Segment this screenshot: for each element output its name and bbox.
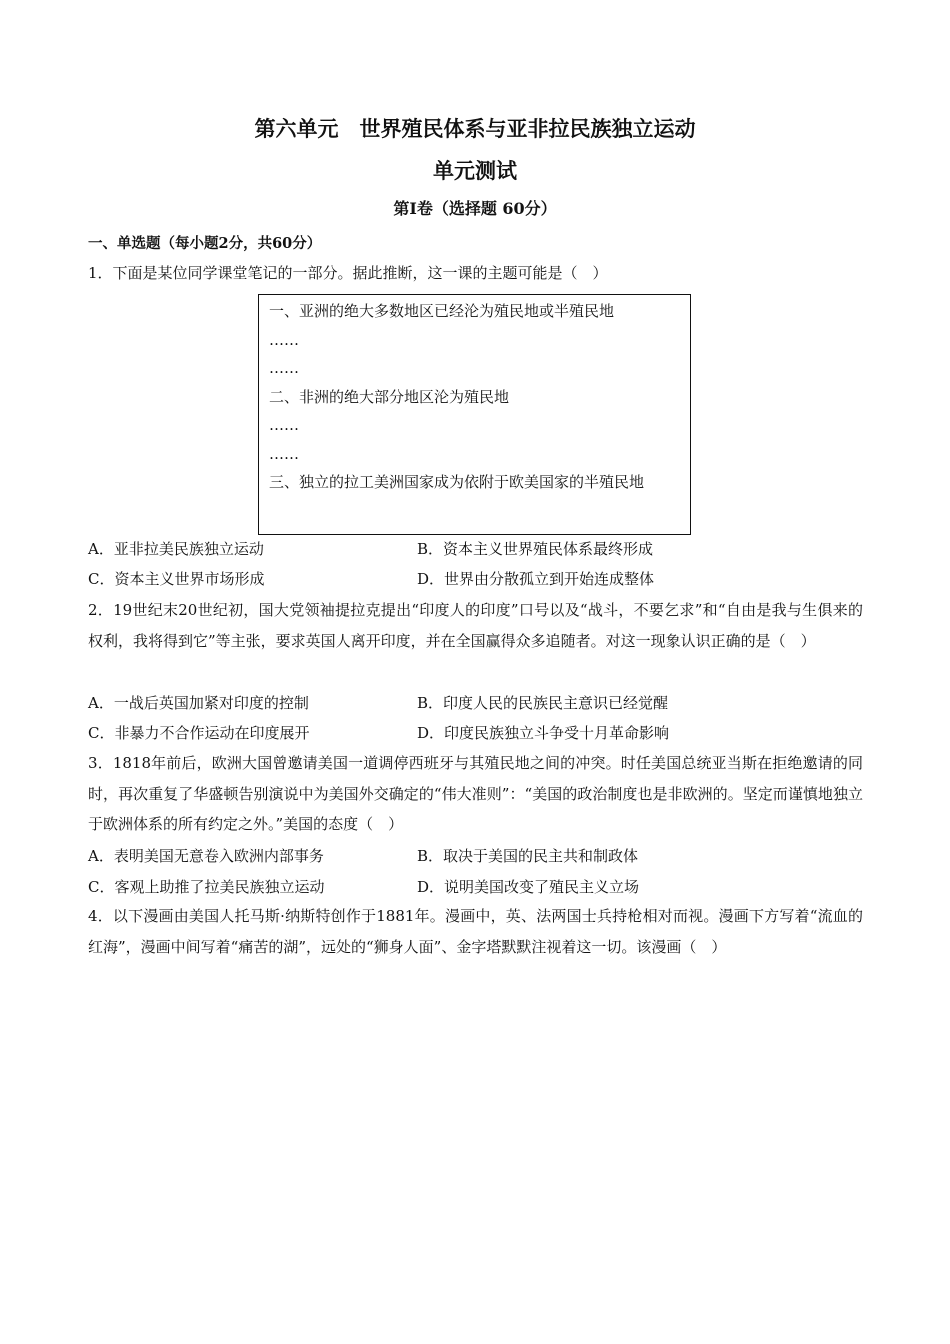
notes-line: 二、非洲的绝大部分地区沦为殖民地: [269, 387, 510, 406]
question-1-notes-box: [258, 294, 691, 535]
question-2-stem: 2．19世纪末20世纪初，国大党领袖提拉克提出“印度人的印度”口号以及“战斗，不要乞求”和“自由是我与生俱来的权利，我将得到它”等主张，要求英国人离开印度，并在全国赢得众多追随者。对这一现象认识正确的是（ ）: [88, 601, 863, 650]
section-heading: 一、单选题（每小题2分，共60分）: [88, 235, 322, 252]
option-c: C．客观上助推了拉美民族独立运动: [88, 878, 325, 896]
option-a: A．表明美国无意卷入欧洲内部事务: [88, 847, 324, 865]
option-d: D．说明美国改变了殖民主义立场: [417, 878, 640, 896]
option-d: D．世界由分散孤立到开始连成整体: [417, 570, 655, 588]
option-c: C．非暴力不合作运动在印度展开: [88, 724, 310, 742]
unit-title: 第六单元 世界殖民体系与亚非拉民族独立运动: [254, 117, 696, 141]
question-1-stem: 1．下面是某位同学课堂笔记的一部分。据此推断，这一课的主题可能是（ ）: [88, 264, 608, 282]
option-b: B．印度人民的民族民主意识已经觉醒: [417, 694, 669, 712]
notes-line: ……: [269, 330, 299, 349]
question-3-stem: 3．1818年前后，欧洲大国曾邀请美国一道调停西班牙与其殖民地之间的冲突。时任美国总统亚当斯在拒绝邀请的同时，再次重复了华盛顿告别演说中为美国外交确定的“伟大准则”：“美国的政治制度也是非欧洲的。坚定而谨慎地独立于欧洲体系的所有约定之外。”美国的态度（ ）: [88, 754, 863, 833]
option-b: B．资本主义世界殖民体系最终形成: [417, 540, 654, 558]
option-a: A．一战后英国加紧对印度的控制: [88, 694, 309, 712]
option-c: C．资本主义世界市场形成: [88, 570, 265, 588]
notes-line: 三、独立的拉工美洲国家成为依附于欧美国家的半殖民地: [269, 473, 645, 491]
option-d: D．印度民族独立斗争受十月革命影响: [417, 724, 670, 742]
notes-line: ……: [269, 359, 299, 377]
notes-line: 一、亚洲的绝大多数地区已经沦为殖民地或半殖民地: [269, 302, 615, 320]
part-heading: 第Ⅰ卷（选择题 60分）: [393, 199, 557, 218]
notes-line: ……: [269, 416, 299, 434]
notes-line: ……: [269, 444, 299, 463]
option-a: A．亚非拉美民族独立运动: [88, 540, 264, 558]
question-4-stem: 4．以下漫画由美国人托马斯·纳斯特创作于1881年。漫画中，英、法两国士兵持枪相对而视。漫画下方写着“流血的红海”，漫画中间写着“痛苦的湖”，远处的“狮身人面”、金字塔默默注视着这一切。该漫画（ ）: [88, 907, 863, 956]
test-subtitle: 单元测试: [433, 159, 517, 183]
option-b: B．取决于美国的民主共和制政体: [417, 847, 639, 865]
